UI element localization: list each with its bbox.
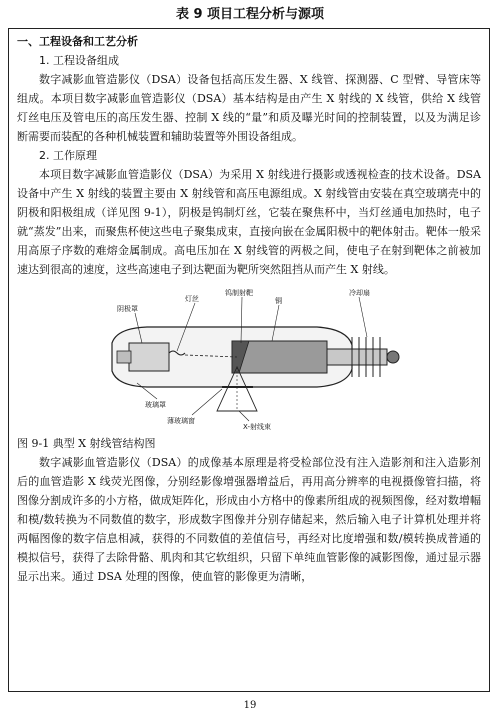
section-heading: 一、工程设备和工艺分析 — [17, 35, 138, 48]
label-tungsten-target: 钨制射靶 — [225, 289, 253, 297]
paragraph-equipment: 数字减影血管造影仪（DSA）设备包括高压发生器、X 线管、探测器、C 型臂、导管床等组成。本项目数字减影血管造影仪（DSA）基本结构是由产生 X 射线的 X 线管，供给 X 线管灯丝电压及管电压的高压发生器、控制 X 线的“量”和质及曝光时间的控制装置，以及为满足诊断需要而装配的各种机械装置和辅助装置等外围设备组成。 — [17, 73, 481, 143]
label-copper: 铜 — [275, 297, 282, 305]
label-cathode-cover: 阴极罩 — [117, 305, 138, 313]
xray-tube-diagram — [17, 283, 483, 433]
figure-caption: 图 9-1 典型 X 射线管结构图 — [17, 437, 156, 450]
label-cooling-fin: 冷却扇 — [349, 289, 370, 297]
xray-tube-figure — [17, 283, 481, 433]
paragraph-imaging-principle: 数字减影血管造影仪（DSA）的成像基本原理是将受检部位没有注入造影剂和注入造影剂后的血管造影 X 线荧光图像，分别经影像增强器增益后，再用高分辨率的电视摄像管扫描，将图像分割成许多的小方格，做成矩阵化，形成由小方格中的像素所组成的视频图像，经对数增幅和模/数转换为不同数值的数字，形成数字图像并分别存储起来，然后输入电子计算机处理并将两幅图像的数字信息相减，获得的不同数值的差值信号，再经对比度增强和数/模转换成普通的模拟信号，获得了去除骨骼、肌肉和其它软组织，只留下单纯血管影像的减影图像，通过显示器显示出来。通过 DSA 处理的图像，使血管的影像更为清晰， — [17, 456, 481, 583]
label-glass-cover: 玻璃罩 — [145, 401, 166, 409]
label-thin-glass-window: 薄玻璃窗 — [167, 417, 195, 425]
subsection-heading-principle: 2. 工作原理 — [39, 149, 97, 162]
subsection-heading-equipment: 1. 工程设备组成 — [39, 54, 119, 67]
content-frame — [8, 28, 490, 692]
table-title: 表 9 项目工程分析与源项 — [175, 7, 325, 22]
label-filament: 灯丝 — [185, 295, 199, 303]
paragraph-principle: 本项目数字减影血管造影仪（DSA）为采用 X 射线进行摄影或透视检查的技术设备。DSA 设备中产生 X 射线的装置主要由 X 射线管和高压电源组成。X 射线管由安装在真空玻璃壳中的阴极和阳极组成（详见图 9-1），阴极是钨制灯丝，它装在聚焦杯中，当灯丝通电加热时，电子就“蒸发”出来，而聚焦杯使这些电子聚集成束，直接向嵌在金属阳极中的靶体射击。靶体一般采用高原子序数的难熔金属制成。高电压加在 X 射线管的两极之间，使电子在射到靶体之前被加速达到很高的速度，这些高速电子到达靶面为靶所突然阻挡从而产生 X 射线。 — [17, 168, 481, 276]
label-xray-beam: X-射线束 — [243, 423, 271, 431]
page-number: 19 — [243, 700, 257, 711]
content-body — [9, 29, 489, 586]
